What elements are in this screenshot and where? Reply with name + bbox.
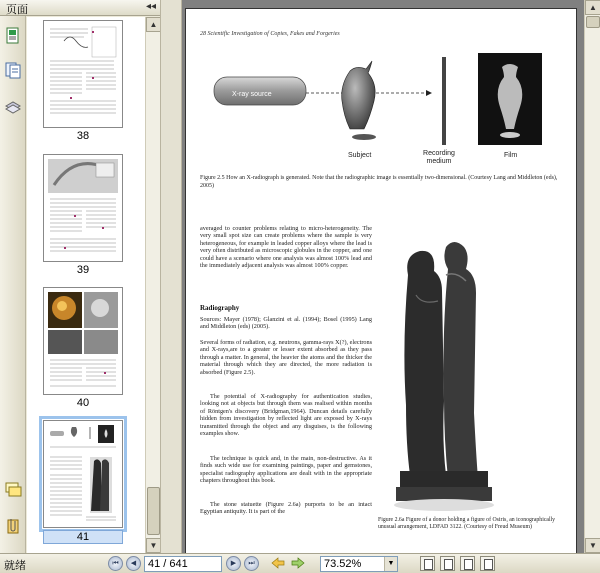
attachments-panel-icon[interactable] [4,516,22,536]
next-page-icon[interactable]: ▶ [226,556,241,571]
zoom-level-field[interactable] [320,556,398,572]
continuous-facing-layout-icon[interactable] [480,556,495,571]
thumbnail-label-41: 41 [43,530,123,544]
comments-panel-icon[interactable] [4,480,22,500]
statue-caption: Figure 2.6a Figure of a donor holding a figure of Osiris, an iconographically unusual arrangement, LDFAD 3122. (Courtesy of Freud Museum) [378,517,556,530]
paragraph-5: The technique is quick and, in the main, non-destructive. As it finds such wide use for examining paintings, paper and gemstones, specialist radiography applications are dealt with in the appropriate chapters throughout this book. [200,455,372,485]
statue-photo [386,235,506,525]
layers-panel-icon[interactable] [4,96,22,116]
pages-panel-icon[interactable] [4,26,22,46]
collapse-panel-icon[interactable]: ◂◂ [145,1,156,12]
previous-page-icon[interactable]: ◀ [126,556,141,571]
back-view-icon[interactable] [270,556,286,571]
document-viewport[interactable] [182,0,584,553]
thumbnail-panel [27,17,160,553]
thumbnail-panel-header [0,0,160,16]
paragraph-3: Several forms of radiation, e.g. neutrons, gamma-rays X(?), electrons and X-rays,are to a greater or lesser extent absorbed as they pass through a matter. In general, the heavier the atoms and the thicker the material through which they are directed, the more radiation is absorbed (Figure 2.5). [200,339,372,376]
doc-scrollbar-thumb[interactable] [586,16,600,28]
recording-medium-label: Recording medium [423,150,455,165]
doc-scroll-down-icon[interactable]: ▼ [585,538,600,553]
zoom-level-value: 73.52% [324,558,362,570]
paragraph-4: The potential of X-radiography for authentication studies, looking not at objects but through them was realised within months of Röntgen's discovery (Bridgman,1964). Duncan details carefully hidden from investigation by reflected light are exposed by X-rays transmitted through the object and any disguises, is the following examples show. [200,393,372,438]
left-icon-bar [0,0,26,553]
thumbnail-page-40[interactable] [43,287,123,395]
thumbnail-page-39[interactable] [43,154,123,262]
zoom-dropdown-icon[interactable]: ▼ [384,557,397,571]
panel-title: 页面 [6,4,28,16]
scroll-down-icon[interactable]: ▼ [146,538,161,553]
first-page-icon[interactable]: ⏮ [108,556,123,571]
bookmarks-panel-icon[interactable] [4,60,22,80]
scroll-up-icon[interactable]: ▲ [146,17,161,32]
single-page-layout-icon[interactable] [420,556,435,571]
section-heading: Radiography [200,304,240,312]
paragraph-1: averaged to counter problems relating to micro-heterogeneity. The very small spot size can create problems where the sample is very heterogeneous, for example in leaded copper alloys where the lead is very often distributed as microscopic globules in the copper, and one could have a scenario where one analysis was almost 100% lead and the immediately adjacent analysis was almost 100% copper. [200,225,372,270]
document-scrollbar[interactable] [584,0,600,553]
figure-caption: Figure 2.5 How an X-radiograph is generated. Note that the radiographic image is essentially two-dimensional. (Courtesy Lang and Middleton (eds), 2005) [200,175,558,189]
scrollbar-thumb[interactable] [147,487,160,535]
page-number-value: 41 / 641 [148,558,188,570]
panel-splitter[interactable] [160,0,182,553]
forward-view-icon[interactable] [290,556,306,571]
document-page [185,8,577,553]
film-label: Film [504,152,518,159]
facing-layout-icon[interactable] [460,556,475,571]
paragraph-2: Sources: Mayer (1978); Glanzini et al. (1994); Bosel (1995) Lang and Middleton (eds) (2005). [200,316,372,331]
last-page-icon[interactable]: ⏭ [244,556,259,571]
status-bar [0,553,600,573]
xray-figure [186,49,578,175]
continuous-layout-icon[interactable] [440,556,455,571]
thumbnail-page-41[interactable] [43,420,123,528]
subject-label: Subject [348,152,372,159]
thumbnail-label-40: 40 [76,397,90,409]
running-header: 28 Scientific Investigation of Copies, Fakes and Forgeries [200,31,340,37]
thumbnail-scrollbar[interactable] [145,17,160,553]
paragraph-6: The stone statuette (Figure 2.6a) purports to be an intact Egyptian antiquity. It is part of the [200,501,372,516]
thumbnail-label-38: 38 [76,130,90,142]
page-number-field[interactable] [144,556,222,572]
thumbnail-label-39: 39 [76,264,90,276]
status-text: 就绪 [4,560,26,572]
xray-source-label: X-ray source [232,91,272,98]
doc-scroll-up-icon[interactable]: ▲ [585,0,600,15]
thumbnail-page-38[interactable] [43,20,123,128]
